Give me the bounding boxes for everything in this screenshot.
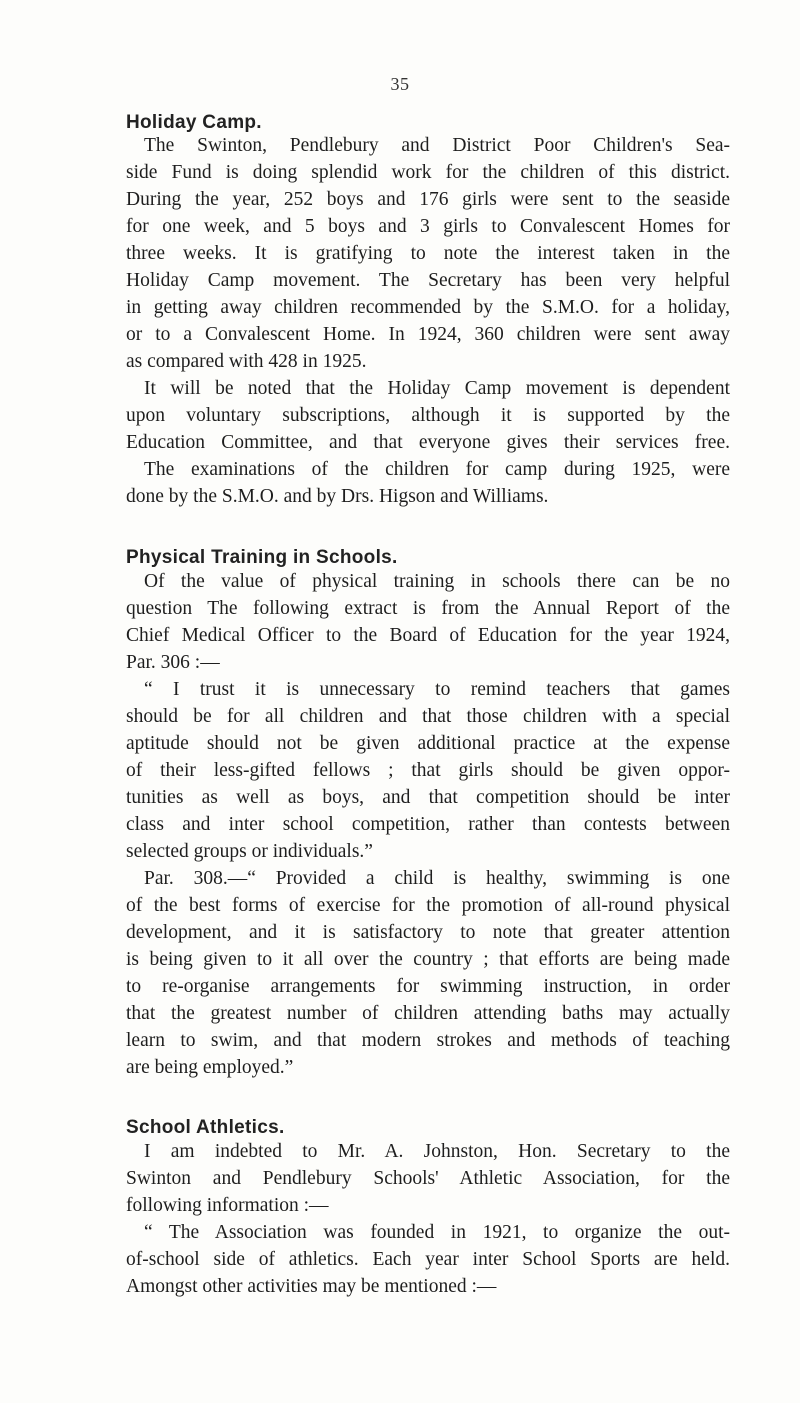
section-heading-holiday-camp: Holiday Camp. — [126, 112, 262, 133]
text-line: in getting away children recommended by the S.M.O. for a holiday, — [126, 297, 730, 318]
text-line: Swinton and Pendlebury Schools' Athletic Association, for the — [126, 1168, 730, 1189]
text-line: following information :— — [126, 1195, 329, 1216]
text-line: aptitude should not be given additional practice at the expense — [126, 733, 730, 754]
text-line: should be for all children and that those children with a special — [126, 706, 730, 727]
page-number: 35 — [390, 74, 410, 94]
text-line: tunities as well as boys, and that competition should be inter — [126, 787, 730, 808]
text-line: is being given to it all over the country ; that efforts are being made — [126, 949, 730, 970]
text-line: Holiday Camp movement. The Secretary has been very helpful — [126, 270, 730, 291]
text-line: Education Committee, and that everyone gives their services free. — [126, 432, 730, 453]
section-heading-physical-training: Physical Training in Schools. — [126, 547, 398, 568]
text-line: learn to swim, and that modern strokes and methods of teaching — [126, 1030, 730, 1051]
text-line: of the best forms of exercise for the promotion of all-round physical — [126, 895, 730, 916]
text-line: that the greatest number of children attending baths may actually — [126, 1003, 730, 1024]
text-line: Amongst other activities may be mentioned :— — [126, 1276, 497, 1297]
text-line: The examinations of the children for camp during 1925, were — [144, 459, 730, 480]
text-line: side Fund is doing splendid work for the children of this district. — [126, 162, 730, 183]
text-line: It will be noted that the Holiday Camp movement is dependent — [144, 378, 730, 399]
text-line: as compared with 428 in 1925. — [126, 351, 367, 372]
text-line: three weeks. It is gratifying to note the interest taken in the — [126, 243, 730, 264]
text-line: selected groups or individuals.” — [126, 841, 373, 862]
text-line: done by the S.M.O. and by Drs. Higson and Williams. — [126, 486, 549, 507]
text-line: Chief Medical Officer to the Board of Education for the year 1924, — [126, 625, 730, 646]
text-line: of their less-gifted fellows ; that girls should be given oppor- — [126, 760, 730, 781]
text-line: During the year, 252 boys and 176 girls were sent to the seaside — [126, 189, 730, 210]
text-line: “ The Association was founded in 1921, to organize the out- — [144, 1222, 730, 1243]
text-line: “ I trust it is unnecessary to remind teachers that games — [144, 679, 730, 700]
text-line: The Swinton, Pendlebury and District Poor Children's Sea- — [144, 135, 730, 156]
text-line: class and inter school competition, rather than contests between — [126, 814, 730, 835]
section-heading-school-athletics: School Athletics. — [126, 1117, 285, 1138]
text-line: to re-organise arrangements for swimming instruction, in order — [126, 976, 730, 997]
text-line: question The following extract is from the Annual Report of the — [126, 598, 730, 619]
text-line: development, and it is satisfactory to note that greater attention — [126, 922, 730, 943]
text-line: for one week, and 5 boys and 3 girls to Convalescent Homes for — [126, 216, 730, 237]
text-line: are being employed.” — [126, 1057, 294, 1078]
text-line: Par. 308.—“ Provided a child is healthy, swimming is one — [144, 868, 730, 889]
text-line: upon voluntary subscriptions, although it is supported by the — [126, 405, 730, 426]
text-line: Of the value of physical training in schools there can be no — [144, 571, 730, 592]
text-line: or to a Convalescent Home. In 1924, 360 children were sent away — [126, 324, 730, 345]
text-line: Par. 306 :— — [126, 652, 220, 673]
text-line: of-school side of athletics. Each year inter School Sports are held. — [126, 1249, 730, 1270]
text-line: I am indebted to Mr. A. Johnston, Hon. Secretary to the — [144, 1141, 730, 1162]
